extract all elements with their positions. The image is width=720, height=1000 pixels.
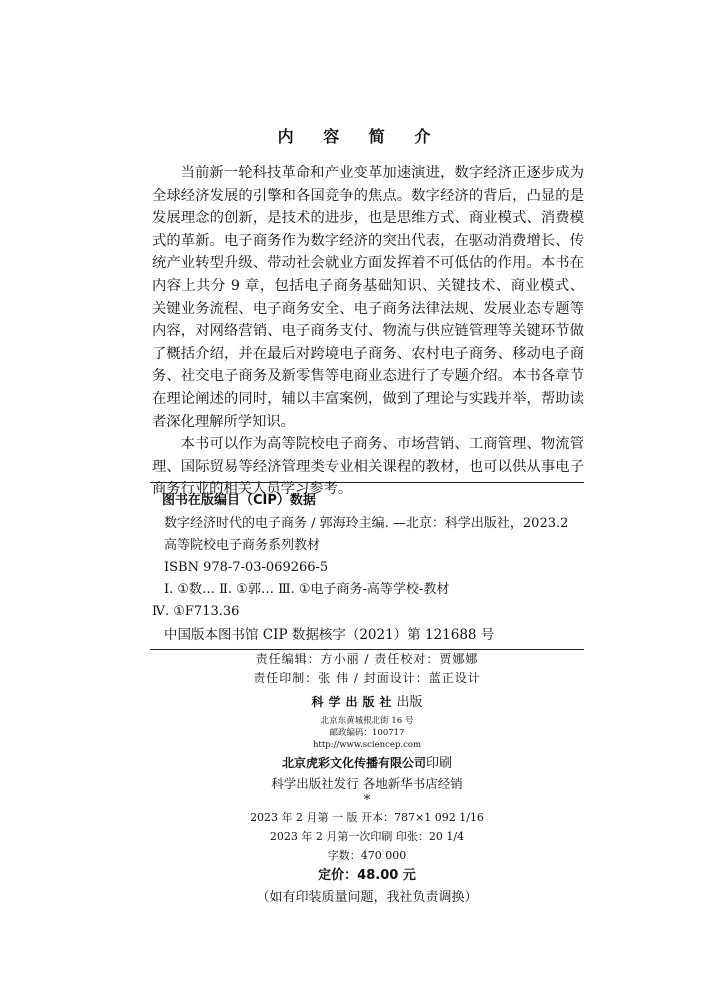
publisher-suffix: 出版 [396, 695, 423, 710]
printer-name: 北京虎彩文化传播有限公司 [281, 756, 426, 770]
publisher-postcode: 邮政编码：100717 [329, 728, 405, 738]
price-line: 定价：48.00 元 [318, 868, 416, 883]
publisher-url: http://www.sciencep.com [312, 740, 422, 750]
printing-editors-line: 责任印制：张 伟 / 封面设计：蓝正设计 [253, 671, 481, 685]
intro-paragraph-2: 本书可以作为高等院校电子商务、市场营销、工商管理、物流管理、国际贸易等经济管理类专业相关课程的教材，也可以供从事电子商务行业的相关人员学习参考。 [152, 436, 584, 498]
publisher-name: 科学出版社 [311, 695, 397, 709]
cip-title: 图书在版编目（CIP）数据 [162, 493, 316, 508]
colophon [150, 650, 584, 909]
quality-note: （如有印装质量问题，我社负责调换） [256, 890, 478, 905]
cip-data-block [150, 482, 584, 650]
cip-subject-headings: Ⅰ. ①数… Ⅱ. ①郭… Ⅲ. ①电子商务-高等学校-教材 [164, 582, 450, 597]
separator-star: * [363, 793, 371, 808]
editors-line: 责任编辑：方小丽 / 责任校对：贾娜娜 [255, 652, 479, 666]
intro-paragraph-1: 当前新一轮科技革命和产业变革加速演进，数字经济正逐步成为全球经济发展的引擎和各国竞争的焦点。数字经济的背后，凸显的是发展理念的创新，是技术的进步，也是思维方式、商业模式、消费模式的革新。电子商务作为数字经济的突出代表，在驱动消费增长、传统产业转型升级、带动社会就业方面发挥着不可低估的作用。本书在内容上共分 9 章，包括电子商务基础知识、关键技术、商业模式、关键业务流程、电子商务安全、电子商务法律法规、发展业态专题等内容，对网络营销、电子商务支付、物流与供应链管理等关键环节做了概括介绍，并在最后对跨境电子商务、农村电子商务、移动电子商务、社交电子商务及新零售等电商业态进行了专题介绍。本书各章节在理论阐述的同时，辅以丰富案例，做到了理论与实践并举，帮助读者深化理解所学知识。 [152, 165, 584, 430]
impression-line: 2023 年 2 月第一次印刷 印张：20 1/4 [269, 830, 465, 843]
page-title: 内 容 简 介 [277, 127, 443, 146]
publisher-line [150, 690, 584, 715]
cip-classification: Ⅳ. ①F713.36 [152, 604, 240, 619]
cip-isbn: ISBN 978-7-03-069266-5 [164, 560, 329, 575]
publisher-address: 北京东黄城根北街 16 号 [320, 716, 414, 726]
cip-series: 高等院校电子商务系列教材 [164, 538, 321, 553]
edition-line: 2023 年 2 月第 一 版 开本：787×1 092 1/16 [250, 811, 484, 824]
printer-line [150, 753, 584, 774]
word-count-line: 字数：470 000 [327, 849, 407, 862]
printer-suffix: 印刷 [426, 756, 453, 771]
cip-record-number: 中国版本图书馆 CIP 数据核字（2021）第 121688 号 [164, 627, 495, 643]
introduction-text [152, 162, 584, 501]
distribution-line: 科学出版社发行 各地新华书店经销 [271, 776, 463, 791]
cip-book-info: 数字经济时代的电子商务 / 郭海玲主编. —北京：科学出版社，2023.2 [164, 516, 569, 531]
